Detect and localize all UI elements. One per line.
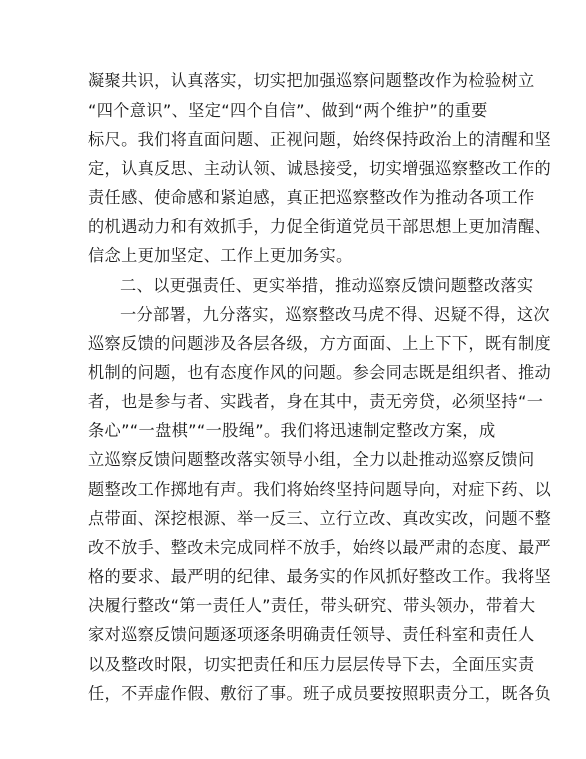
body-text-line: 条心”“一盘棋”“一股绳”。我们将迅速制定整改方案，成 <box>88 421 496 440</box>
body-text-line: 机制的问题，也有态度作风的问题。参会同志既是组织者、推动 <box>88 363 552 382</box>
body-text-line: 改不放手、整改未完成同样不放手，始终以最严肃的态度、最严 <box>88 538 552 557</box>
body-text-line: 责任感、使命感和紧迫感，真正把巡察整改作为推动各项工作 <box>88 188 535 207</box>
body-text-line: 立巡察反馈问题整改落实领导小组，全力以赴推动巡察反馈问 <box>88 450 535 469</box>
body-text-line: 者，也是参与者、实践者，身在其中，责无旁贷，必须坚持“一 <box>88 392 544 411</box>
body-text-line: 点带面、深挖根源、举一反三、立行立改、真改实改，问题不整 <box>88 509 552 528</box>
body-text-line: 家对巡察反馈问题逐项逐条明确责任领导、责任科室和责任人 <box>88 625 535 644</box>
body-text-line: 标尺。我们将直面问题、正视问题，始终保持政治上的清醒和坚 <box>88 130 552 149</box>
body-text-line: 信念上更加坚定、工作上更加务实。 <box>88 246 353 265</box>
body-text-line: 定，认真反思、主动认领、诚恳接受，切实增强巡察整改工作的 <box>88 159 552 178</box>
section-heading: 二、以更强责任、更实举措，推动巡察反馈问题整改落实 <box>120 276 534 295</box>
body-text-line: 一分部署，九分落实，巡察整改马虎不得、迟疑不得，这次 <box>120 305 550 324</box>
body-text-line: 巡察反馈的问题涉及各层各级，方方面面、上上下下，既有制度 <box>88 334 552 353</box>
body-text-line: 凝聚共识，认真落实，切实把加强巡察问题整改作为检验树立 <box>88 71 535 90</box>
body-text-line: 题整改工作掷地有声。我们将始终坚持问题导向，对症下药、以 <box>88 480 552 499</box>
body-text-line: 的机遇动力和有效抓手，力促全街道党员干部思想上更加清醒、 <box>88 217 552 236</box>
body-text-line: “四个意识”、坚定“四个自信”、做到“两个维护”的重要 <box>88 101 488 120</box>
body-text-line: 格的要求、最严明的纪律、最务实的作风抓好整改工作。我将坚 <box>88 567 552 586</box>
body-text-line: 决履行整改“第一责任人”责任，带头研究、带头领办，带着大 <box>88 596 536 615</box>
body-text-line: 以及整改时限，切实把责任和压力层层传导下去，全面压实责 <box>88 655 535 674</box>
body-text-line: 任，不弄虚作假、敷衍了事。班子成员要按照职责分工，既各负 <box>88 684 552 703</box>
